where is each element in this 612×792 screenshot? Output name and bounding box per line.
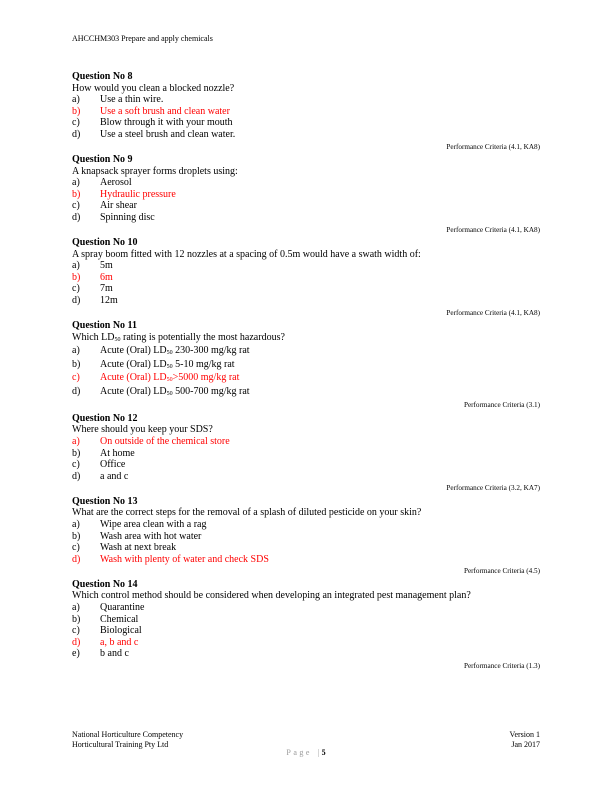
option-letter: b) — [72, 188, 81, 200]
option-letter: c) — [72, 372, 80, 384]
question-text-part: Which LD — [72, 331, 115, 343]
option-text: Wipe area clean with a rag — [100, 519, 207, 531]
footer-organisation — [72, 730, 183, 750]
document-header: AHCCHM303 Prepare and apply chemicals — [72, 34, 213, 43]
option-letter: d) — [72, 470, 81, 482]
option-text: a and c — [100, 470, 129, 482]
subscript: 50 — [166, 390, 173, 397]
option-text-part: Acute (Oral) LD — [100, 358, 167, 370]
option-text: Use a thin wire. — [100, 94, 164, 106]
answer-option — [72, 359, 540, 373]
subscript: 50 — [166, 350, 173, 357]
answer-option — [72, 602, 540, 614]
option-text: Quarantine — [100, 602, 145, 613]
option-letter: b) — [72, 613, 81, 625]
question-14 — [72, 579, 540, 671]
option-text: Use a steel brush and clean water. — [100, 128, 236, 140]
option-letter: d) — [72, 636, 81, 648]
answer-option — [72, 260, 540, 272]
option-text: Spinning disc — [100, 211, 155, 223]
option-letter: a) — [72, 519, 80, 531]
option-letter: c) — [72, 625, 80, 637]
option-text: Biological — [100, 625, 142, 637]
option-text-part: Acute (Oral) LD — [100, 372, 167, 384]
option-text — [100, 372, 239, 386]
answer-option-correct — [72, 272, 540, 284]
option-text: 5m — [100, 260, 113, 272]
option-letter: a) — [72, 94, 80, 106]
question-text: Where should you keep your SDS? — [72, 424, 213, 436]
option-text-part: Acute (Oral) LD — [100, 345, 167, 357]
page-label: Page — [286, 748, 312, 757]
option-text: Hydraulic pressure — [100, 188, 176, 200]
option-text-part: 5-10 mg/kg rat — [172, 358, 235, 370]
question-title: Question No 10 — [72, 236, 138, 248]
answer-option — [72, 212, 540, 224]
performance-criteria: Performance Criteria (4.1, KA8) — [446, 225, 540, 234]
option-letter: b) — [72, 447, 81, 459]
footer-org-line1: National Horticulture Competency — [72, 730, 184, 739]
answer-option-correct — [72, 372, 540, 386]
question-title: Question No 13 — [72, 495, 138, 507]
page-separator: | — [317, 748, 320, 757]
option-text: Wash at next break — [100, 542, 177, 554]
option-letter: d) — [72, 211, 81, 223]
answer-option — [72, 283, 540, 295]
answer-option — [72, 117, 540, 129]
footer-version-label: Version 1 — [509, 730, 540, 739]
option-text: Aerosol — [100, 177, 132, 189]
page-number — [0, 748, 612, 757]
option-text-part: Acute (Oral) LD — [100, 385, 167, 397]
answer-option — [72, 459, 540, 471]
answer-option — [72, 519, 540, 531]
answer-option — [72, 386, 540, 400]
question-8 — [72, 71, 540, 151]
footer-date: Jan 2017 — [511, 740, 540, 749]
question-12 — [72, 413, 540, 493]
question-13 — [72, 496, 540, 576]
option-text — [100, 359, 235, 373]
option-letter: a) — [72, 436, 80, 448]
answer-option — [72, 177, 540, 189]
page-number-value: 5 — [321, 748, 326, 757]
option-text: At home — [100, 447, 135, 459]
question-text: How would you clean a blocked nozzle? — [72, 82, 235, 94]
option-text: Air shear — [100, 200, 137, 212]
option-text-part: 500-700 mg/kg rat — [172, 385, 250, 397]
option-letter: d) — [72, 128, 81, 140]
answer-option — [72, 625, 540, 637]
option-letter: a) — [72, 260, 80, 272]
question-title: Question No 9 — [72, 153, 133, 165]
option-text: 6m — [100, 271, 113, 283]
question-10 — [72, 237, 540, 317]
subscript: 50 — [114, 336, 121, 343]
subscript: 50 — [166, 377, 173, 384]
answer-option-correct — [72, 637, 540, 649]
option-text: Office — [100, 459, 126, 471]
option-letter: c) — [72, 459, 80, 471]
option-letter: d) — [72, 553, 81, 565]
option-letter: b) — [72, 271, 81, 283]
option-letter: c) — [72, 200, 80, 212]
answer-option-correct — [72, 189, 540, 201]
option-letter: b) — [72, 105, 81, 117]
question-text: What are the correct steps for the removal of a splash of diluted pesticide on your skin? — [72, 507, 422, 519]
question-title: Question No 11 — [72, 319, 138, 331]
performance-criteria: Performance Criteria (4.5) — [463, 567, 540, 576]
answer-option — [72, 345, 540, 359]
option-letter: c) — [72, 283, 80, 295]
question-text — [72, 332, 540, 346]
question-text: Which control method should be considered when developing an integrated pest management plan? — [72, 590, 471, 602]
question-11 — [72, 320, 540, 410]
option-text: Chemical — [100, 613, 139, 625]
option-letter: c) — [72, 542, 80, 554]
answer-option — [72, 648, 540, 660]
option-text-part: >5000 mg/kg rat — [172, 372, 240, 384]
answer-option — [72, 94, 540, 106]
option-text: Wash area with hot water — [100, 530, 202, 542]
option-text: a, b and c — [100, 636, 139, 648]
option-text: 7m — [100, 283, 113, 295]
answer-option — [72, 200, 540, 212]
question-text: A spray boom fitted with 12 nozzles at a spacing of 0.5m would have a swath width of: — [72, 248, 421, 260]
option-text: Blow through it with your mouth — [100, 117, 233, 129]
option-text: Use a soft brush and clean water — [100, 105, 230, 117]
answer-option — [72, 129, 540, 141]
performance-criteria: Performance Criteria (4.1, KA8) — [446, 142, 540, 151]
answer-option — [72, 614, 540, 626]
option-text: On outside of the chemical store — [100, 436, 230, 448]
answer-option — [72, 448, 540, 460]
question-text-part: rating is potentially the most hazardous? — [120, 331, 285, 343]
option-text: b and c — [100, 648, 129, 660]
option-text: 12m — [100, 294, 118, 306]
performance-criteria: Performance Criteria (3.2, KA7) — [446, 484, 540, 493]
option-text — [100, 345, 250, 359]
option-text-part: 230-300 mg/kg rat — [172, 345, 250, 357]
answer-option — [72, 471, 540, 483]
answer-option — [72, 295, 540, 307]
question-list — [72, 71, 540, 673]
option-letter: b) — [72, 358, 81, 370]
question-title: Question No 14 — [72, 578, 138, 590]
subscript: 50 — [166, 363, 173, 370]
answer-option — [72, 542, 540, 554]
option-letter: d) — [72, 294, 81, 306]
option-letter: e) — [72, 648, 80, 660]
question-9 — [72, 154, 540, 234]
option-letter: a) — [72, 345, 80, 357]
performance-criteria: Performance Criteria (1.3) — [463, 661, 540, 670]
question-title: Question No 12 — [72, 412, 138, 424]
answer-option-correct — [72, 436, 540, 448]
option-text: Wash with plenty of water and check SDS — [100, 553, 269, 565]
footer-org-line2: Horticultural Training Pty Ltd — [72, 740, 169, 749]
option-letter: a) — [72, 177, 80, 189]
answer-option-correct — [72, 106, 540, 118]
option-letter: d) — [72, 385, 81, 397]
question-title: Question No 8 — [72, 71, 133, 82]
option-letter: c) — [72, 117, 80, 129]
performance-criteria: Performance Criteria (4.1, KA8) — [446, 308, 540, 317]
answer-option — [72, 531, 540, 543]
option-text — [100, 386, 250, 400]
answer-option-correct — [72, 554, 540, 566]
performance-criteria: Performance Criteria (3.1) — [463, 401, 540, 410]
option-letter: a) — [72, 602, 80, 613]
question-text: A knapsack sprayer forms droplets using: — [72, 165, 238, 177]
option-letter: b) — [72, 530, 81, 542]
footer-version — [510, 730, 540, 750]
